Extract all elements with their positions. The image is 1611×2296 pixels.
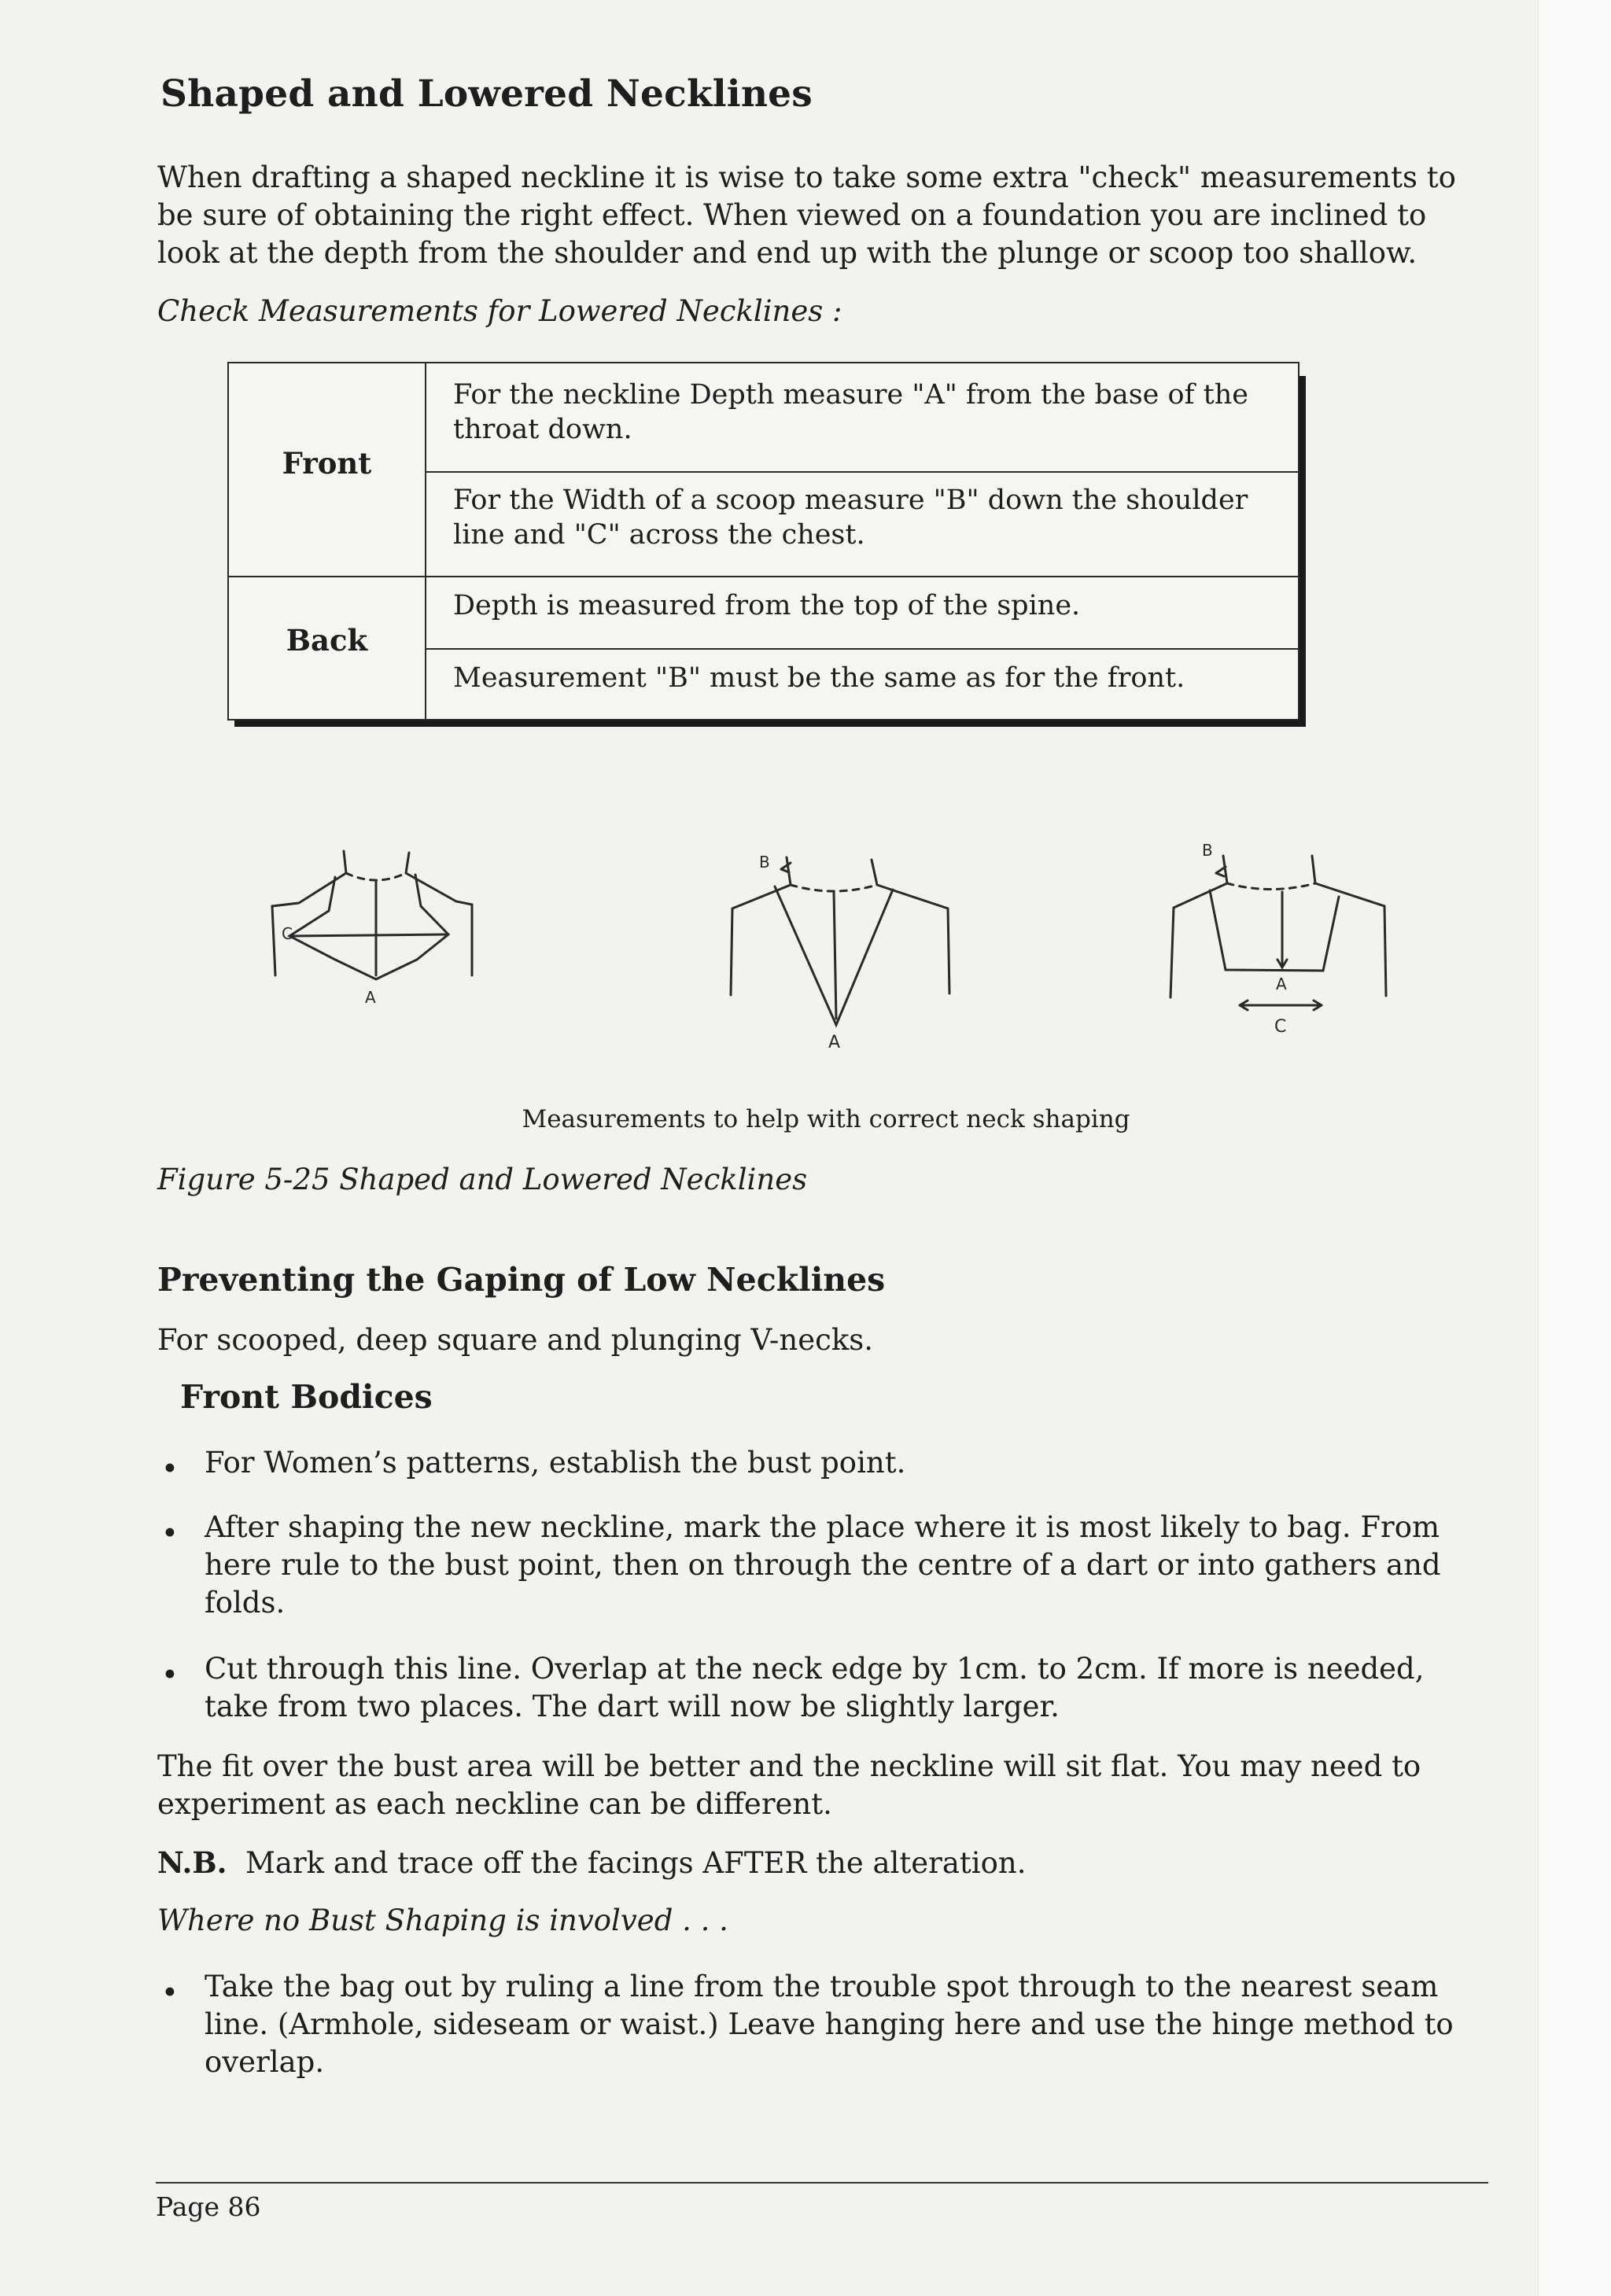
sketch1-neckline — [289, 875, 448, 979]
table-divider-back — [425, 648, 1298, 650]
table-divider-vertical — [425, 363, 426, 719]
fit-paragraph: The fit over the bust area will be better and the neckline will sit flat. You may need to experiment as each neckline can be different. — [157, 1749, 1421, 1821]
sketch3-neck-left — [1223, 856, 1227, 883]
table-cell-back-depth: Depth is measured from the top of the spine. — [453, 590, 1081, 621]
bullet-dot: • — [161, 1976, 179, 2010]
section-intro: For scooped, deep square and plunging V-necks. — [157, 1323, 874, 1357]
sketch-v-neckline — [720, 846, 956, 1054]
sketch3-shoulder-right — [1315, 883, 1386, 996]
nb-paragraph — [157, 1844, 1495, 1882]
table-cell-front-width: For the Width of a scoop measure "B" down the shoulder line and "C" across the chest. — [453, 485, 1248, 551]
sketch3-width-arrow — [1240, 1001, 1322, 1010]
sketch3-depth-line — [1277, 892, 1287, 967]
page-title: Shaped and Lowered Necklines — [160, 72, 813, 116]
sketch3-label-c: C — [1274, 1017, 1287, 1037]
bullet-dot: • — [161, 1452, 179, 1486]
table-label-front: Front — [282, 446, 372, 481]
sketch2-label-a: A — [828, 1033, 841, 1052]
sketch1-neck-left — [344, 851, 346, 873]
sketch-square-neckline — [1156, 840, 1400, 1041]
table-shadow-right — [1299, 376, 1306, 727]
figure-caption: Measurements to help with correct neck shaping — [522, 1105, 1130, 1133]
table-label-back: Back — [286, 623, 368, 658]
sketch2-label-b: B — [759, 853, 770, 872]
check-measurements-table — [227, 362, 1299, 720]
table-cell-back-measurement: Measurement "B" must be the same as for the front. — [453, 662, 1185, 694]
no-bust-heading: Where no Bust Shaping is involved . . . — [157, 1904, 728, 1937]
nb-label: N.B. — [157, 1845, 227, 1880]
bullet-text: Take the bag out by ruling a line from the trouble spot through to the nearest seam line. (Armhole, sideseam or waist.) Leave hanging here and use the hinge method to overlap. — [205, 1970, 1454, 2079]
footer-rule — [156, 2182, 1488, 2184]
sketch1-neck-right — [406, 853, 409, 873]
table-divider-middle — [229, 576, 1298, 577]
sketch3-arrow-b — [1216, 867, 1226, 876]
bullet-dot: • — [161, 1517, 179, 1550]
sketch2-neck-right — [872, 860, 877, 885]
bullet-text: For Women’s patterns, establish the bust point. — [205, 1446, 906, 1480]
sketch3-neck-right — [1312, 856, 1315, 883]
subheading-front-bodices: Front Bodices — [180, 1378, 433, 1416]
sketch3-base-neck — [1227, 883, 1315, 890]
page-edge — [1538, 0, 1611, 2296]
bullet-text: After shaping the new neckline, mark the place where it is most likely to bag. From here rule to the bust point, then on through the centre of a dart or into gathers and folds. — [205, 1510, 1441, 1620]
sketch-shaped-neckline — [260, 842, 488, 1015]
sketch3-label-b: B — [1202, 841, 1213, 860]
table-divider-front — [425, 471, 1298, 473]
page-number: Page 86 — [156, 2191, 261, 2222]
sketch2-depth-line — [834, 891, 836, 1019]
sketch3-neckline — [1210, 890, 1339, 971]
check-heading: Check Measurements for Lowered Necklines : — [157, 294, 842, 328]
bullet-dot: • — [161, 1658, 179, 1692]
sketch1-base-neck — [346, 873, 406, 880]
sketch1-width-line — [291, 934, 445, 936]
table-shadow-bottom — [234, 720, 1306, 727]
table-cell-front-depth: For the neckline Depth measure "A" from the base of the throat down. — [453, 379, 1248, 445]
intro-paragraph: When drafting a shaped neckline it is wise to take some extra "check" measurements to be sure of obtaining the right effect. When viewed on a foundation you are inclined to look at the depth from the shoulder and end up with the plunge or scoop too shallow. — [157, 160, 1456, 270]
sketch1-label-c: C — [282, 924, 293, 943]
bullet-text: Cut through this line. Overlap at the neck edge by 1cm. to 2cm. If more is needed, take from two places. The dart will now be slightly larger. — [205, 1652, 1425, 1723]
figure-label: Figure 5-25 Shaped and Lowered Necklines — [157, 1163, 808, 1196]
nb-text: Mark and trace off the facings AFTER the alteration. — [245, 1846, 1027, 1880]
sketch3-label-a: A — [1276, 975, 1287, 993]
section-heading-gaping: Preventing the Gaping of Low Necklines — [157, 1261, 886, 1299]
sketch1-label-a: A — [365, 988, 376, 1007]
